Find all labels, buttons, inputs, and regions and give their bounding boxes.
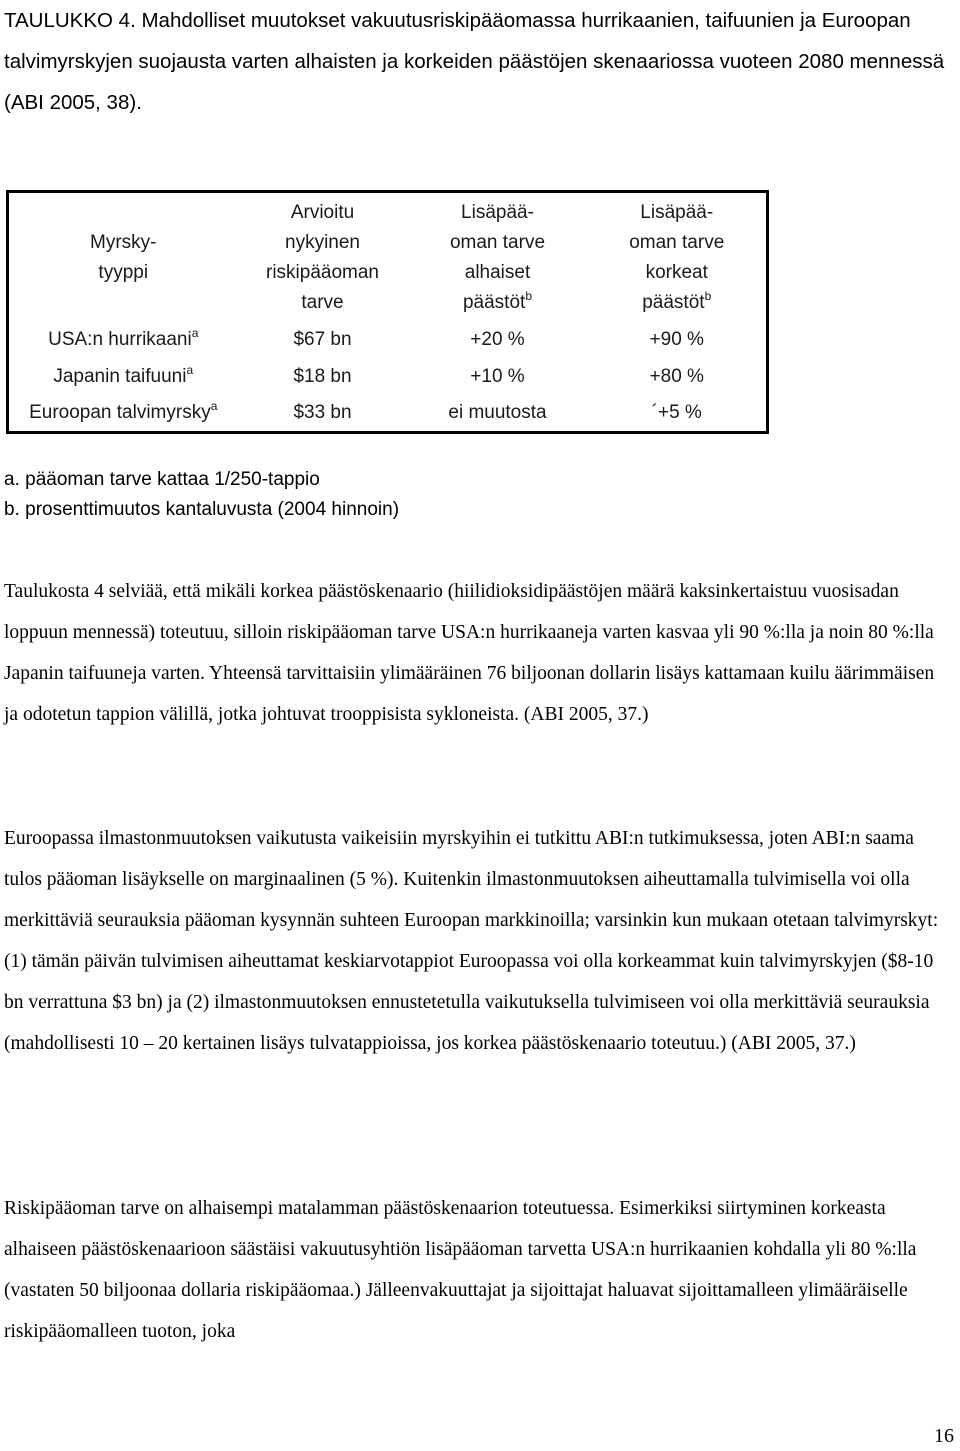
paragraph-1: Taulukosta 4 selviää, että mikäli korkea päästöskenaario (hiilidioksidipäästöjen määrä kaksinkertaistuu vuosisadan loppuun mennessä) toteutuu, silloin riskipääoman tarve USA:n hurrikaaneja varten kasvaa yli 90 %:lla ja noin 80 %:lla Japanin taifuuneja varten. Yhteensä tarvittaisiin ylimääräinen 76 biljoonan dollarin lisäys kattamaan kuilu äärimmäisen ja odotetun tappion välillä, jotka johtuvat trooppisista sykloneista. (ABI 2005, 37.): [4, 581, 935, 725]
header-low-emissions: Lisäpää- oman tarve alhaiset päästöt$^b$: [449, 201, 546, 313]
row-storm-type: Euroopan talvimyrsky$^a$: [29, 398, 218, 423]
paragraph-2: Euroopassa ilmastonmuutoksen vaikutusta vaikeisiin myrskyihin ei tutkittu ABI:n tutkimuksessa, joten ABI:n saama tulos pääoman lisäykselle on marginaalinen (5 %). Kuitenkin ilmastonmuutoksen aiheuttamalla tulvimisella voi olla merkittäviä seurauksia pääoman kysynnän suhteen Euroopan markkinoilla; varsinkin kun mukaan otetaan talvimyrskyt: (1) tämän päivän tulvimisen aiheuttamat keskiarvotappiot Euroopassa voi olla korkeammat kuin talvimyrskyjen ($8-10 bn verrattuna $3 bn) ja (2) ilmastonmuutoksen ennustetetulla vaikutuksella tulvimiseen voi olla merkittäviä seurauksia (mahdollisesti 10 – 20 kertainen lisäys tulvatappioissa, jos korkea päästöskenaario toteutuu.) (ABI 2005, 37.): [4, 828, 939, 1054]
page-number: 16: [934, 1425, 954, 1447]
risk-capital-table: [6, 190, 769, 434]
paragraph-3: Riskipääoman tarve on alhaisempi matalamman päästöskenaarion toteutuessa. Esimerkiksi siirtyminen korkeasta alhaiseen päästöskenaarioon säästäisi vakuutusyhtiön lisäpääoman tarvetta USA:n hurrikaanien kohdalla yli 80 %:lla (vastaten 50 biljoonaa dollaria riskipääomaa.) Jälleenvakuuttajat ja sijoittajat haluavat sijoittamalleen ylimääräiselle riskipääomalleen tuoton, joka: [4, 1198, 917, 1342]
row-current: $18 bn: [293, 365, 352, 387]
row-low: ei muutosta: [448, 401, 547, 423]
row-current: $33 bn: [293, 401, 352, 423]
table-row: [8, 358, 768, 394]
row-high: ´+5 %: [651, 401, 702, 423]
row-storm-type: USA:n hurrikaani$^a$: [48, 326, 199, 351]
table-row: [8, 395, 768, 433]
row-low: +20 %: [470, 329, 525, 351]
row-current: $67 bn: [293, 329, 352, 351]
footnote-a: a. pääoman tarve kattaa 1/250-tappio: [4, 469, 320, 490]
footnote-b: b. prosenttimuutos kantaluvusta (2004 hinnoin): [4, 499, 400, 520]
row-high: +90 %: [649, 329, 704, 351]
row-high: +80 %: [649, 365, 704, 387]
table-header-row: [8, 192, 768, 323]
header-storm-type: Myrsky- tyyppi: [90, 231, 157, 283]
header-current-capital: Arvioitu nykyinen riskipääoman tarve: [266, 201, 379, 313]
header-high-emissions: Lisäpää- oman tarve korkeat päästöt$^b$: [629, 201, 725, 313]
table-footnotes: [4, 465, 399, 525]
table-caption: TAULUKKO 4. Mahdolliset muutokset vakuutusriskipääomassa hurrikaanien, taifuunien ja Euroopan talvimyrskyjen suojausta varten alhaisten ja korkeiden päästöjen skenaariossa vuoteen 2080 mennessä (ABI 2005, 38).: [4, 9, 945, 114]
row-low: +10 %: [470, 365, 525, 387]
table-row: [8, 322, 768, 358]
row-storm-type: Japanin taifuuni$^a$: [53, 362, 194, 387]
